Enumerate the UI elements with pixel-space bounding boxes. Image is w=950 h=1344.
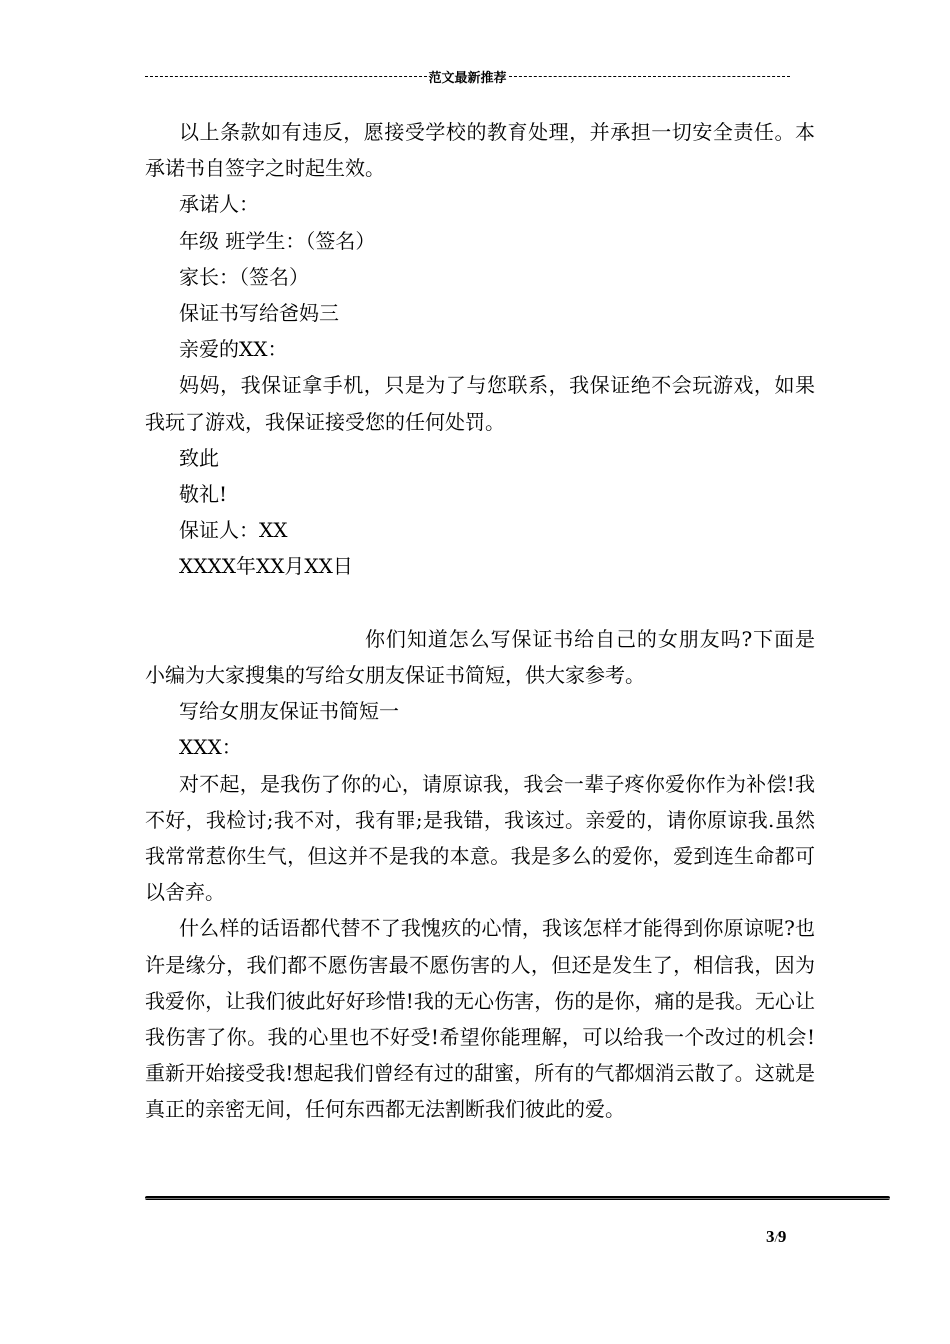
paragraph-apology: 对不起，是我伤了你的心，请原谅我，我会一辈子疼你爱你作为补偿!我不好，我检讨;我不对，我有罪;是我错，我该过。亲爱的，请你原谅我.虽然我常常惹你生气，但这并不是我的本意。我是多么的爱你，爱到连生命都可以舍弃。 (145, 771, 815, 905)
paragraph-promisor: 承诺人： (179, 192, 259, 217)
paragraph-salutation: 亲爱的XX： (179, 337, 288, 362)
paragraph-girlfriend-intro: 你们知道怎么写保证书给自己的女朋友吗?下面是小编为大家搜集的写给女朋友保证书简短，供大家参考。 (145, 626, 815, 688)
paragraph-terms: 以上条款如有违反，愿接受学校的教育处理，并承担一切安全责任。本承诺书自签字之时起生效。 (145, 120, 815, 181)
header-dash-left (145, 76, 427, 77)
blank-line (145, 585, 815, 621)
document-body (145, 114, 815, 1128)
paragraph-closing: 致此 (179, 445, 219, 470)
section-heading-girlfriend-one: 写给女朋友保证书简短一 (179, 699, 399, 724)
page-header (145, 66, 790, 86)
paragraph-guarantor: 保证人：XX (179, 518, 288, 543)
paragraph-phone-promise: 妈妈，我保证拿手机，只是为了与您联系，我保证绝不会玩游戏，如果我玩了游戏，我保证接受您的任何处罚。 (145, 373, 815, 434)
paragraph-student-signature: 年级 班学生：（签名） (179, 228, 376, 253)
page-number (766, 1227, 786, 1247)
page-current: 3 (766, 1227, 775, 1246)
paragraph-date: XXXX年XX月XX日 (179, 554, 353, 579)
paragraph-regards: 敬礼! (179, 482, 228, 507)
section-heading-parents-three: 保证书写给爸妈三 (179, 301, 339, 326)
paragraph-parent-signature: 家长：（签名） (179, 264, 309, 289)
header-title: 范文最新推荐 (428, 70, 507, 86)
paragraph-girlfriend-salutation: XXX： (179, 735, 242, 760)
page-separator: / (774, 1231, 778, 1245)
header-dash-right (509, 76, 791, 77)
footer-rule (145, 1196, 890, 1200)
paragraph-remorse: 什么样的话语都代替不了我愧疚的心情，我该怎样才能得到你原谅呢?也许是缘分，我们都不愿伤害最不愿伤害的人，但还是发生了，相信我，因为我爱你，让我们彼此好好珍惜!我的无心伤害，伤的是你，痛的是我。无心让我伤害了你。我的心里也不好受!希望你能理解，可以给我一个改过的机会!重新开始接受我!想起我们曾经有过的甜蜜，所有的气都烟消云散了。这就是真正的亲密无间，任何东西都无法割断我们彼此的爱。 (145, 916, 815, 1122)
page-total: 9 (777, 1227, 787, 1246)
